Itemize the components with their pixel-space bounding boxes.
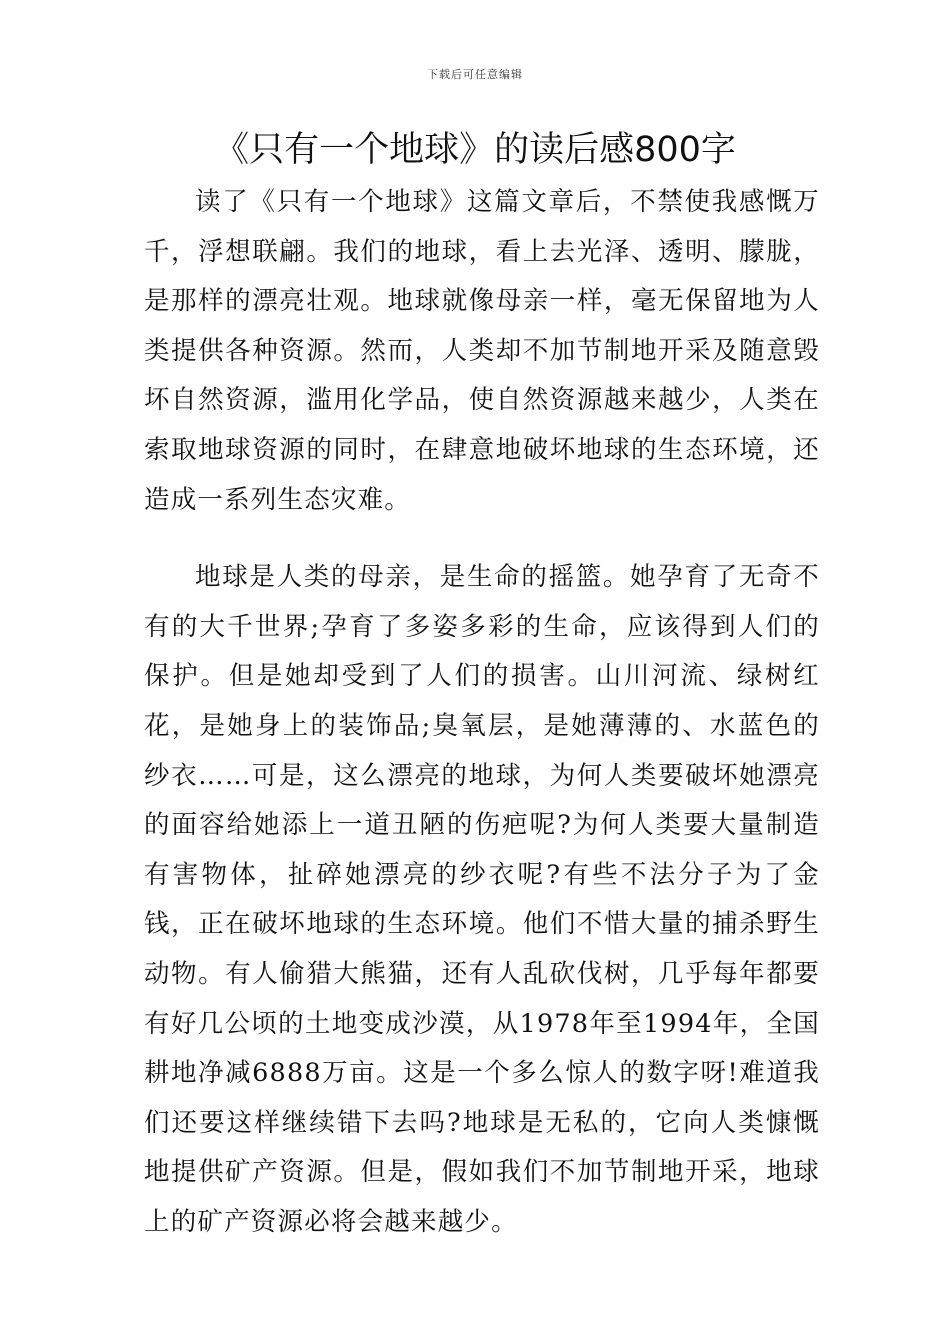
article-body [144,178,820,1247]
page-title: 《只有一个地球》的读后感800字 [214,130,736,170]
paragraph-1: 读了《只有一个地球》这篇文章后，不禁使我感慨万千，浮想联翩。我们的地球，看上去光泽、透明、朦胧，是那样的漂亮壮观。地球就像母亲一样，毫无保留地为人类提供各种资源。然而，人类却不加节制地开采及随意毁坏自然资源，滥用化学品，使自然资源越来越少，人类在索取地球资源的同时，在肆意地破坏地球的生态环境，还造成一系列生态灾难。 [144,187,820,515]
paragraph-2: 地球是人类的母亲，是生命的摇篮。她孕育了无奇不有的大千世界;孕育了多姿多彩的生命，应该得到人们的保护。但是她却受到了人们的损害。山川河流、绿树红花，是她身上的装饰品;臭氧层，是她薄薄的、水蓝色的纱衣……可是，这么漂亮的地球，为何人类要破坏她漂亮的面容给她添上一道丑陋的伤疤呢?为何人类要大量制造有害物体，扯碎她漂亮的纱衣呢?有些不法分子为了金钱，正在破坏地球的生态环境。他们不惜大量的捕杀野生动物。有人偷猎大熊猫，还有人乱砍伐树，几乎每年都要有好几公顷的土地变成沙漠，从1978年至1994年，全国耕地净减6888万亩。这是一个多么惊人的数字呀!难道我们还要这样继续错下去吗?地球是无私的，它向人类慷慨地提供矿产资源。但是，假如我们不加节制地开采，地球上的矿产资源必将会越来越少。 [144,562,820,1237]
header-note: 下载后可任意编辑 [427,68,523,81]
